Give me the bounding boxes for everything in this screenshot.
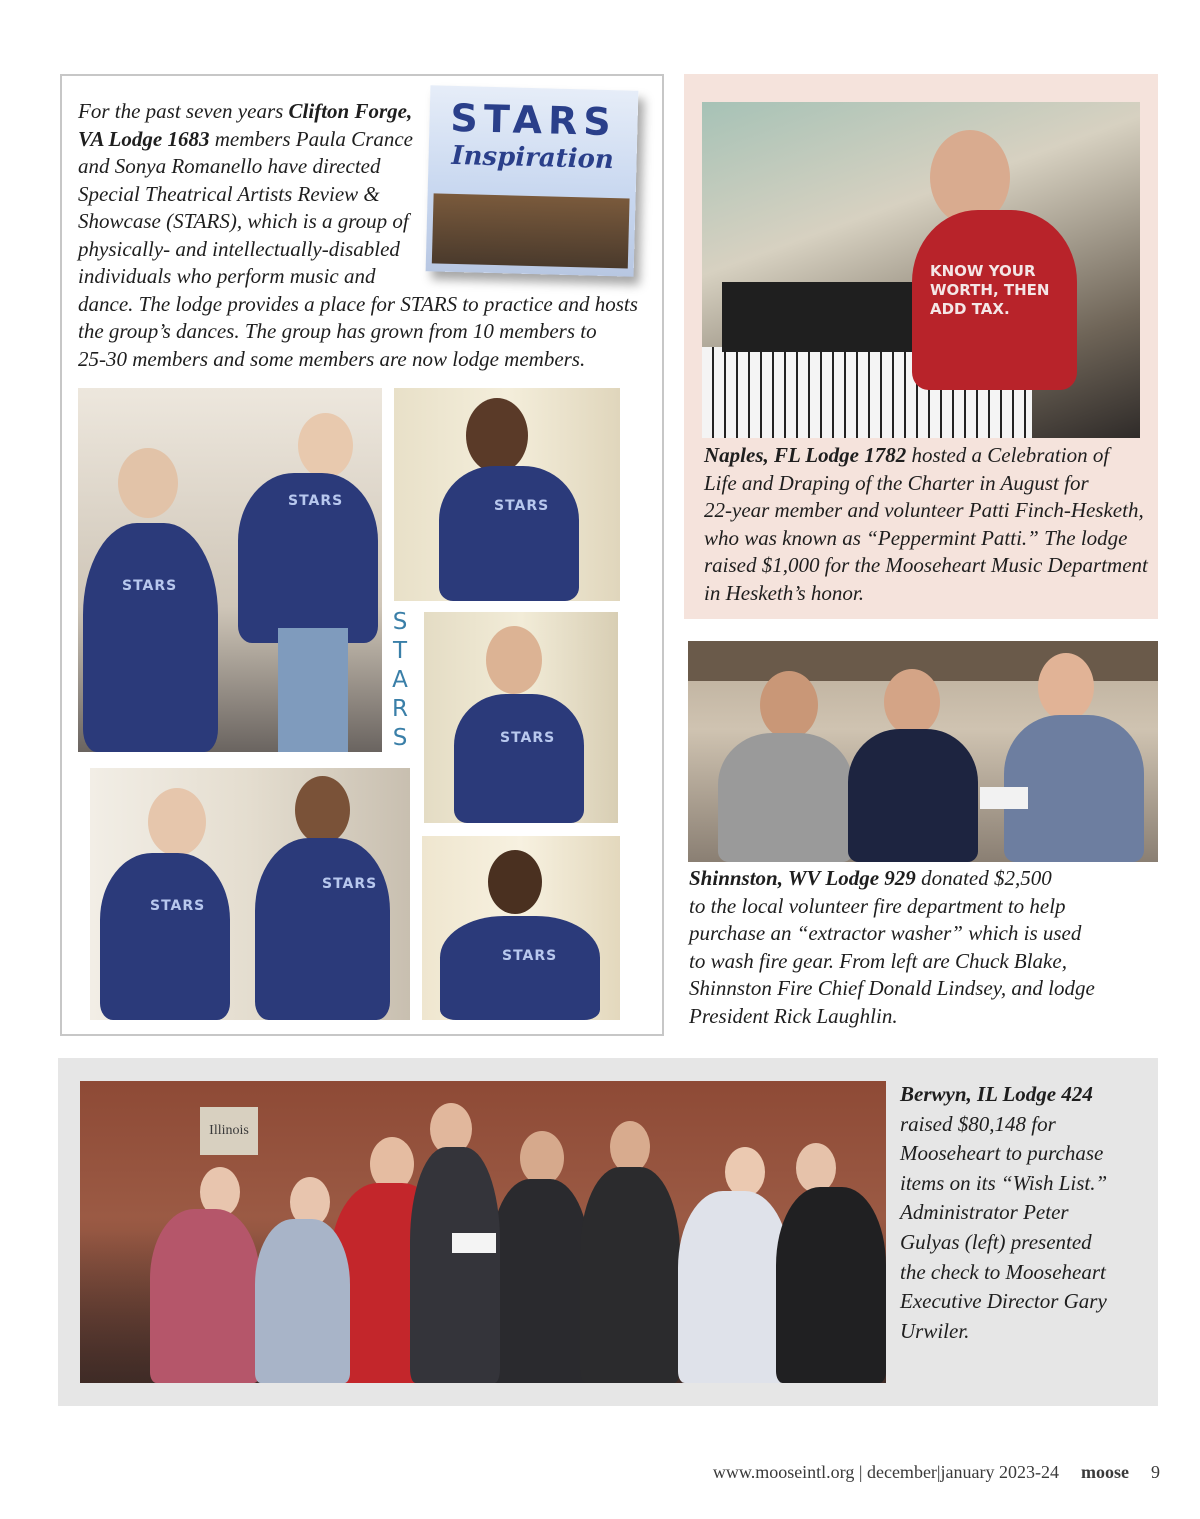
berwyn-photo-group-check (80, 1081, 886, 1383)
berwyn-text-line: Administrator Peter (900, 1200, 1069, 1225)
stars-vertical-label: S T A R S (392, 609, 408, 751)
shinnston-text-line: Shinnston, WV Lodge 929 donated $2,500 (689, 866, 1052, 890)
berwyn-text-line: Berwyn, IL Lodge 424 (900, 1082, 1093, 1106)
poster-group-photo (432, 193, 630, 268)
shinnston-text-line: President Rick Laughlin. (689, 1003, 898, 1028)
footer-separator: | (854, 1462, 867, 1482)
poster-title: STARS (449, 95, 618, 145)
poster-subtitle: Inspiration (451, 140, 615, 176)
berwyn-text-line: Gulyas (left) presented (900, 1229, 1092, 1254)
berwyn-text-line: the check to Mooseheart (900, 1259, 1106, 1284)
stars-text-line: Special Theatrical Artists Review & (78, 181, 380, 206)
stars-text-line: VA Lodge 1683 members Paula Crance (78, 126, 414, 151)
shinnston-story-text (689, 865, 1159, 1030)
stars-photo-singer-teen: STARS (422, 836, 620, 1020)
shinnston-text-line: Shinnston Fire Chief Donald Lindsey, and lodge (689, 976, 1095, 1000)
berwyn-story-text (900, 1080, 1150, 1346)
naples-text-line: Naples, FL Lodge 1782 hosted a Celebration of (704, 443, 1110, 467)
stars-photo-two-performers: STARS STARS (78, 388, 382, 752)
stars-text-line: the group’s dances. The group has grown from 10 members to (78, 319, 597, 343)
naples-photo-peppermint-patti (702, 102, 1140, 438)
stars-text-line: For the past seven years Clifton Forge, (78, 99, 413, 123)
page-footer (0, 1462, 1160, 1483)
stars-photo-duo-singing: STARS STARS (90, 768, 410, 1020)
stars-text-line: dance. The lodge provides a place for STARS to practice and hosts (78, 291, 638, 316)
naples-shirt-text: KNOW YOUR WORTH, THEN ADD TAX. (930, 262, 1050, 318)
naples-text-line: who was known as “Peppermint Patti.” The lodge (704, 525, 1128, 550)
stars-poster-image (426, 85, 639, 276)
stars-text-line: Showcase (STARS), which is a group of (78, 209, 409, 233)
stars-text-line: 25-30 members and some members are now lodge members. (78, 346, 586, 371)
naples-text-line: Life and Draping of the Charter in August for (704, 470, 1089, 495)
stars-photo-singer-young-man: STARS (424, 612, 618, 823)
shinnston-text-line: purchase an “extractor washer” which is used (689, 921, 1082, 945)
stars-photo-singer-woman: STARS (394, 388, 620, 601)
berwyn-text-line: items on its “Wish List.” (900, 1170, 1108, 1195)
berwyn-text-line: Mooseheart to purchase (900, 1141, 1104, 1166)
footer-brand: moose (1081, 1462, 1129, 1482)
berwyn-text-line: Executive Director Gary (900, 1289, 1107, 1314)
berwyn-text-line: Urwiler. (900, 1318, 970, 1343)
shinnston-photo-check-presentation (688, 641, 1158, 862)
stars-text-line: physically- and intellectually-disabled (78, 236, 400, 261)
footer-url[interactable]: www.mooseintl.org (712, 1462, 855, 1482)
stars-text-line: and Sonya Romanello have directed (78, 154, 381, 178)
footer-issue-month: december (866, 1462, 937, 1482)
footer-separator: | (936, 1462, 941, 1482)
illinois-sign: Illinois (200, 1107, 258, 1155)
footer-issue-rest: january 2023-24 (940, 1462, 1059, 1482)
naples-story-text (704, 442, 1154, 607)
naples-text-line: in Hesketh’s honor. (704, 580, 865, 605)
naples-text-line: raised $1,000 for the Mooseheart Music Department (704, 553, 1148, 577)
naples-text-line: 22-year member and volunteer Patti Finch-Hesketh, (704, 498, 1144, 522)
page-number: 9 (1151, 1462, 1160, 1482)
stars-text-line: individuals who perform music and (78, 264, 376, 288)
berwyn-text-line: raised $80,148 for (900, 1111, 1056, 1136)
shinnston-text-line: to the local volunteer fire department to help (689, 893, 1066, 918)
shinnston-text-line: to wash fire gear. From left are Chuck Blake, (689, 948, 1067, 973)
